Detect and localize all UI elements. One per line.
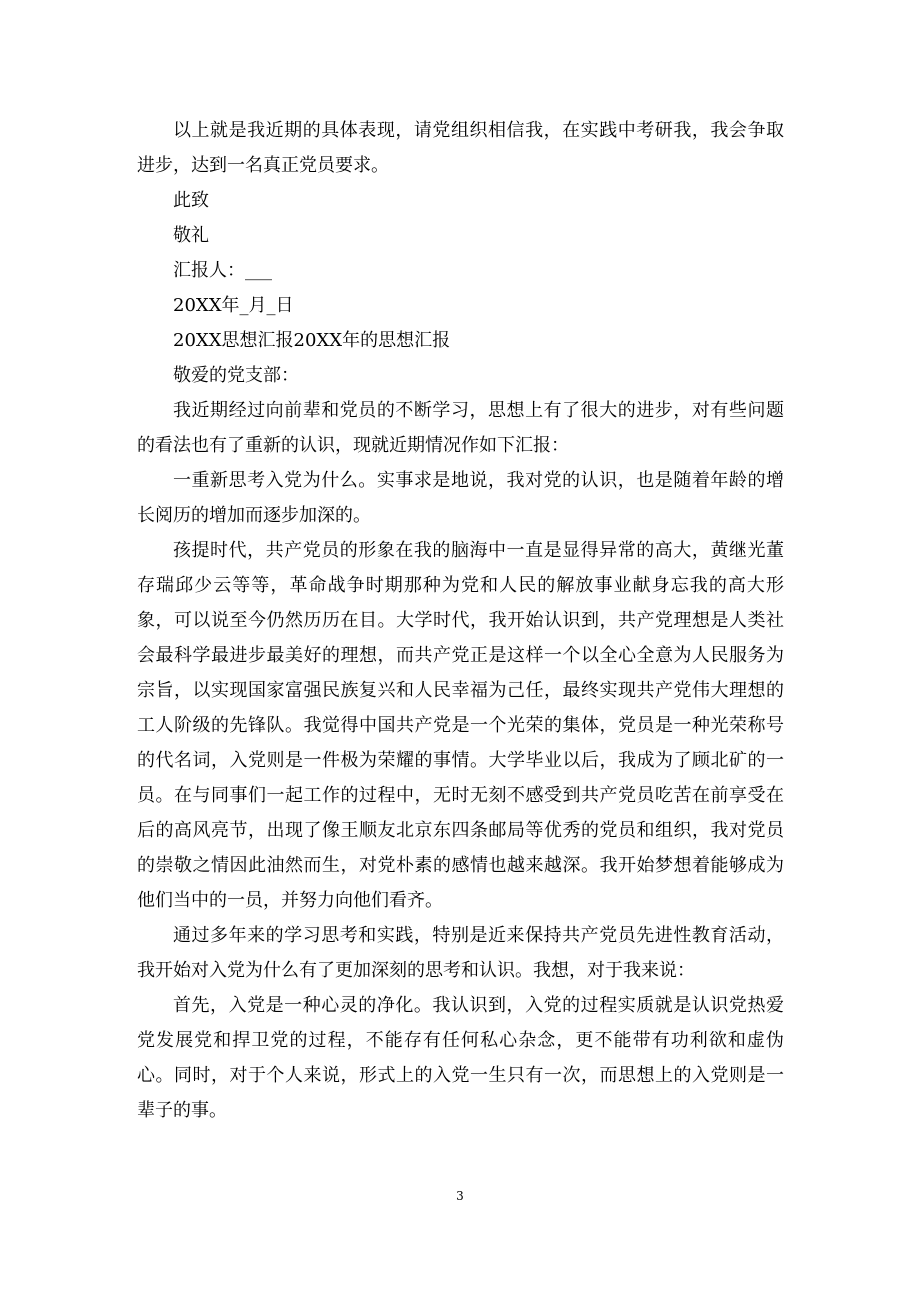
paragraph-intro: 我近期经过向前辈和党员的不断学习，思想上有了很大的进步，对有些问题的看法也有了重新的认识，现就近期情况作如下汇报： — [137, 400, 784, 456]
paragraph-childhood: 孩提时代，共产党员的形象在我的脑海中一直是显得异常的高大，黄继光董存瑞邱少云等等，革命战争时期那种为党和人民的解放事业献身忘我的高大形象，可以说至今仍然历历在目。大学时代，我开始认识到，共产党理想是人类社会最科学最进步最美好的理想，而共产党正是这样一个以全心全意为人民服务为宗旨，以实现国家富强民族复兴和人民幸福为己任，最终实现共产党伟大理想的工人阶级的先锋队。我觉得中国共产党是一个光荣的集体，党员是一种光荣称号的代名词，入党则是一件极为荣耀的事情。大学毕业以后，我成为了顾北矿的一员。在与同事们一起工作的过程中，无时无刻不感受到共产党员吃苦在前享受在后的高风亮节，出现了像王顺友北京东四条邮局等优秀的党员和组织，我对党员的崇敬之情因此油然而生，对党朴素的感情也越来越深。我开始梦想着能够成为他们当中的一员，并努力向他们看齐。 — [137, 540, 784, 911]
paragraph-closing-statement: 以上就是我近期的具体表现，请党组织相信我，在实践中考研我，我会争取进步，达到一名真正党员要求。 — [137, 120, 784, 176]
paragraph-salutation-cizhi: 此致 — [173, 190, 209, 211]
paragraph-reflection: 通过多年来的学习思考和实践，特别是近来保持共产党员先进性教育活动，我开始对入党为什么有了更加深刻的思考和认识。我想，对于我来说： — [137, 925, 784, 981]
page-number: 3 — [456, 1189, 464, 1203]
paragraph-section-one: 一重新思考入党为什么。实事求是地说，我对党的认识，也是随着年龄的增长阅历的增加而逐步加深的。 — [137, 470, 784, 526]
paragraph-reporter: 汇报人：___ — [173, 260, 272, 281]
document-body — [137, 113, 784, 1128]
paragraph-salutation-jingli: 敬礼 — [173, 225, 209, 246]
paragraph-date: 20XX年_月_日 — [173, 295, 294, 316]
paragraph-greeting: 敬爱的党支部： — [173, 365, 299, 386]
paragraph-new-title: 20XX思想汇报20XX年的思想汇报 — [173, 330, 451, 351]
paragraph-first-point: 首先，入党是一种心灵的净化。我认识到，入党的过程实质就是认识党热爱党发展党和捍卫党的过程，不能存有任何私心杂念，更不能带有功利欲和虚伪心。同时，对于个人来说，形式上的入党一生只有一次，而思想上的入党则是一辈子的事。 — [137, 995, 784, 1121]
